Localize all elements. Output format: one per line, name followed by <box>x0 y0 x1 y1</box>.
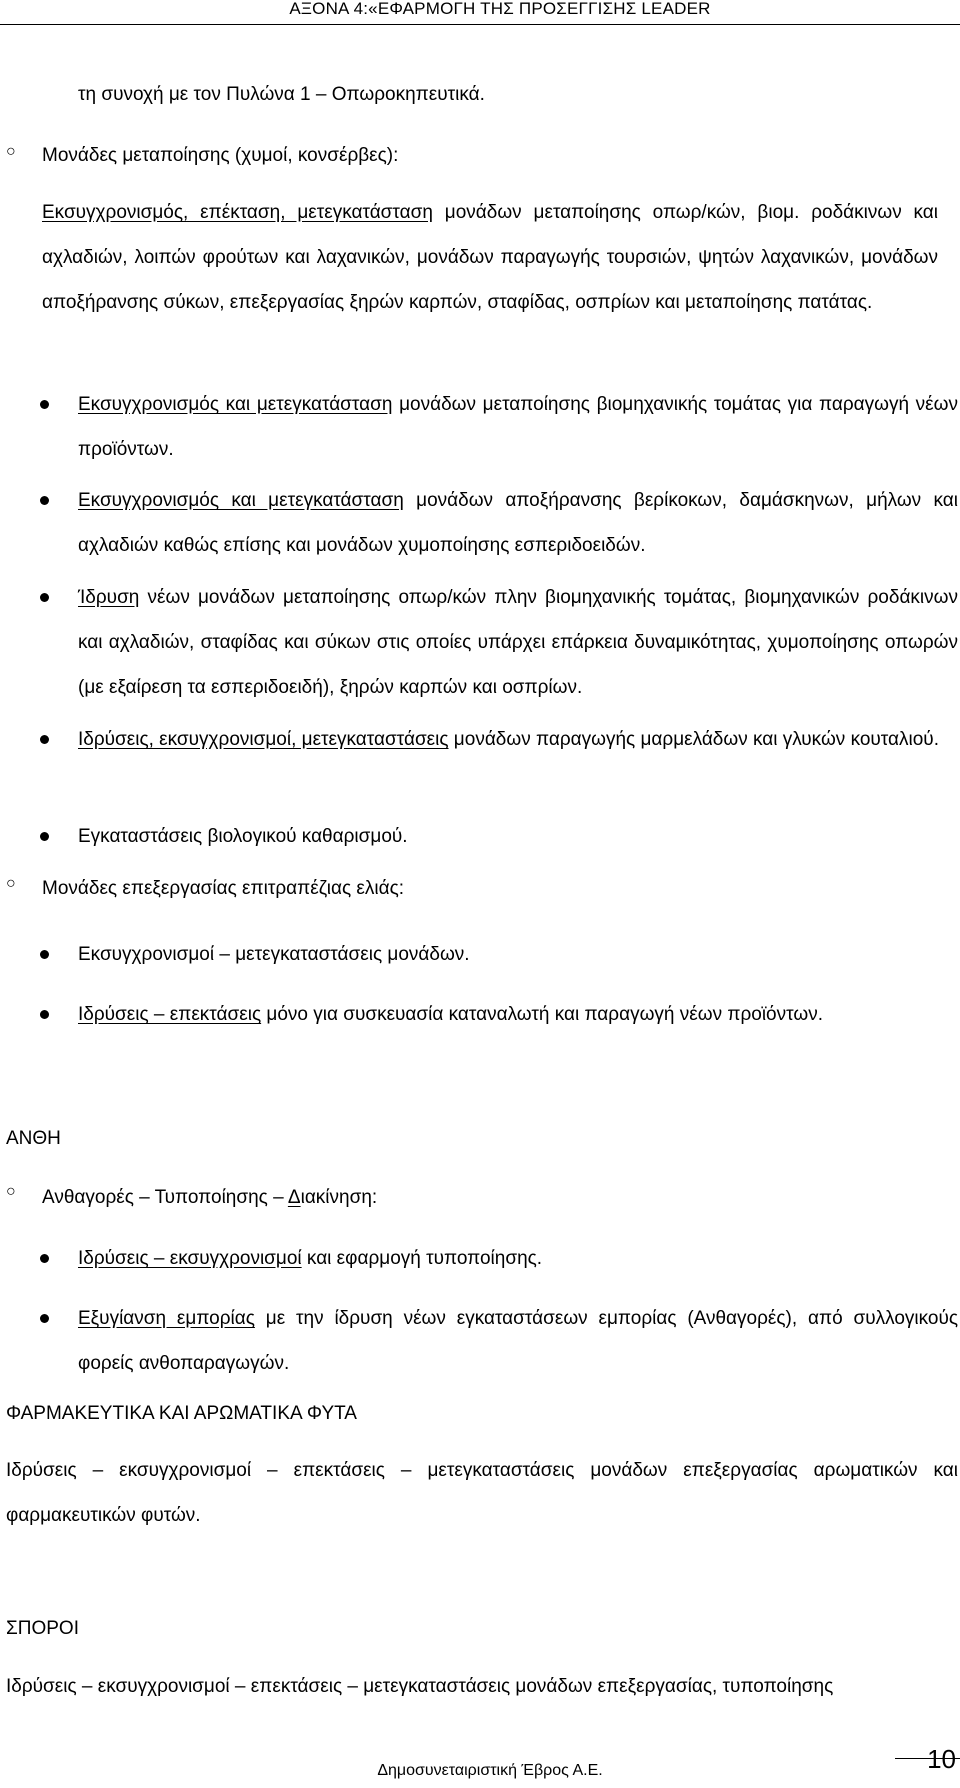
underlined-phrase: Εκσυγχρονισμός και μετεγκατάσταση <box>78 490 404 511</box>
bullet-icon <box>40 593 49 602</box>
circle-bullet-icon: ○ <box>6 875 16 892</box>
section-heading-processing-units: Μονάδες μεταποίησης (χυμοί, κονσέρβες): <box>42 145 399 166</box>
bullet-icon <box>40 950 49 959</box>
bullet-text: μονάδων μεταποίησης βιομηχανικής τομάτας για παραγωγή νέων προϊόντων. <box>78 394 958 460</box>
bullet-icon <box>40 735 49 744</box>
section-heading-olives: Μονάδες επεξεργασίας επιτραπέζιας ελιάς: <box>42 878 405 899</box>
bullet-item <box>78 382 958 472</box>
underlined-phrase: Ιδρύσεις – επεκτάσεις <box>78 1004 262 1025</box>
header-rule <box>0 24 960 25</box>
paragraph-text: μονάδων μεταποίησης οπωρ/κών, βιομ. ροδάκινων και αχλαδιών, λοιπών φρούτων και λαχανικών, μονάδων παραγωγής τουρσιών, ψητών λαχανικών, μονάδων αποξήρανσης σύκων, επεξεργασίας ξηρών καρπών, σταφίδας, οσπρίων και μεταποίησης πατάτας. <box>42 202 939 313</box>
bullet-item <box>78 478 958 568</box>
underlined-phrase: Εκσυγχρονισμός, επέκταση, μετεγκατάσταση <box>42 202 433 223</box>
underlined-phrase: Εκσυγχρονισμός και μετεγκατάσταση <box>78 394 393 415</box>
paragraph-seeds: Ιδρύσεις – εκσυγχρονισμοί – επεκτάσεις – μετεγκαταστάσεις μονάδων επεξεργασίας, τυποποίησης <box>6 1676 834 1697</box>
bullet-item <box>78 1236 958 1281</box>
page-number: 10 <box>927 1744 956 1774</box>
bullet-icon <box>40 1010 49 1019</box>
bullet-text: μονάδων αποξήρανσης βερίκοκων, δαμάσκηνων, μήλων και αχλαδιών καθώς επίσης και μονάδων χυμοποίησης εσπεριδοειδών. <box>78 490 958 556</box>
heading-text: Ανθαγορές – Τυποποίησης – <box>42 1187 288 1208</box>
heading-text: ιακίνηση: <box>300 1187 378 1208</box>
bullet-item <box>78 992 958 1037</box>
bullet-item <box>78 1296 958 1386</box>
bullet-icon <box>40 832 49 841</box>
circle-bullet-icon: ○ <box>6 143 16 160</box>
footer-company: Δημοσυνεταιριστική Έβρος Α.Ε. <box>377 1762 603 1779</box>
section-heading-flower-markets <box>42 1175 938 1220</box>
bullet-text: μονάδων παραγωγής μαρμελάδων και γλυκών κουταλιού. <box>448 729 939 750</box>
bullet-text: μόνο για συσκευασία καταναλωτή και παραγωγή νέων προϊόντων. <box>261 1004 823 1025</box>
bullet-text: και εφαρμογή τυποποίησης. <box>301 1248 543 1269</box>
paragraph-processing-units <box>42 190 938 325</box>
section-title-herbs: ΦΑΡΜΑΚΕΥΤΙΚΑ ΚΑΙ ΑΡΩΜΑΤΙΚΑ ΦΥΤΑ <box>6 1403 357 1424</box>
underlined-letter: Δ <box>287 1187 301 1208</box>
bullet-item <box>78 717 958 762</box>
paragraph-herbs: Ιδρύσεις – εκσυγχρονισμοί – επεκτάσεις – μετεγκαταστάσεις μονάδων επεξεργασίας αρωματικών και φαρμακευτικών φυτών. <box>6 1460 958 1526</box>
bullet-item <box>78 575 958 710</box>
section-title-seeds: ΣΠΟΡΟΙ <box>6 1618 79 1639</box>
bullet-icon <box>40 1254 49 1263</box>
bullet-item: Εκσυγχρονισμοί – μετεγκαταστάσεις μονάδων. <box>78 944 470 965</box>
page-header: ΑΞΟΝΑ 4:«ΕΦΑΡΜΟΓΗ ΤΗΣ ΠΡΟΣΕΓΓΙΣΗΣ LEADER <box>289 0 711 18</box>
section-title-flowers: ΑΝΘΗ <box>6 1128 61 1149</box>
underlined-phrase: Ίδρυση <box>78 587 140 608</box>
underlined-phrase: Ιδρύσεις – εκσυγχρονισμοί <box>78 1248 302 1269</box>
underlined-phrase: Εξυγίανση εμπορίας <box>78 1308 255 1329</box>
paragraph-continuation: τη συνοχή με τον Πυλώνα 1 – Οπωροκηπευτικά. <box>78 84 485 105</box>
bullet-icon <box>40 1314 49 1323</box>
bullet-icon <box>40 400 49 409</box>
bullet-text: νέων μονάδων μεταποίησης οπωρ/κών πλην βιομηχανικής τομάτας, βιομηχανικών ροδάκινων και αχλαδιών, σταφίδας και σύκων στις οποίες υπάρχει επάρκεια δυναμικότητας, χυμοποίησης οπωρών (με εξαίρεση τα εσπεριδοειδή), ξηρών καρπών και οσπρίων. <box>78 587 958 698</box>
bullet-icon <box>40 496 49 505</box>
underlined-phrase: Ιδρύσεις, εκσυγχρονισμοί, μετεγκαταστάσεις <box>78 729 449 750</box>
circle-bullet-icon: ○ <box>6 1183 16 1200</box>
bullet-text: με την ίδρυση νέων εγκαταστάσεων εμπορίας (Ανθαγορές), από συλλογικούς φορείς ανθοπαραγωγών. <box>78 1308 958 1374</box>
bullet-item: Εγκαταστάσεις βιολογικού καθαρισμού. <box>78 826 408 847</box>
